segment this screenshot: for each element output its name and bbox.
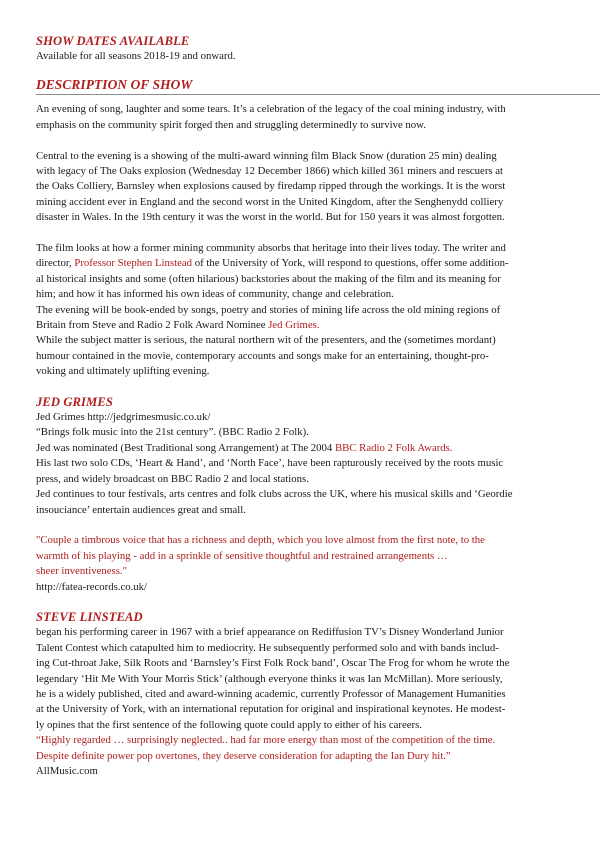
- text-line: ly opines that the first sentence of the following quote could apply to either of his careers.: [36, 718, 422, 731]
- quote-line: warmth of his playing - add in a sprinkle of sensitive thoughtful and restrained arrangements …: [36, 549, 448, 562]
- text-line: Talent Contest which catapulted him to mediocrity. He subsequently performed solo and with bands includ-: [36, 641, 499, 654]
- text-line: emphasis on the community spirit forged then and struggling determinedly to survive now.: [36, 118, 426, 131]
- text-line: Central to the evening is a showing of the multi-award winning film Black Snow (duration 25 min) dealing: [36, 149, 497, 162]
- text-line: director,: [36, 257, 75, 270]
- quote-line: Despite definite power pop overtones, they deserve consideration for adapting the Ian Dury hit.”: [36, 749, 451, 762]
- jed-grimes-quote: [36, 533, 570, 579]
- text-line: mining accident ever in England and the second worst in the United Kingdom, after the Senghenydd colliery: [36, 195, 504, 208]
- description-paragraph-1: [36, 102, 570, 133]
- quote-line: “Highly regarded … surprisingly neglected.. had far more energy than most of the competition of the time.: [36, 734, 496, 747]
- steve-linstead-heading: STEVE LINSTEAD: [36, 610, 143, 625]
- jed-quote-source: http://fatea-records.co.uk/: [36, 580, 148, 593]
- text-line: The evening will be book-ended by songs, poetry and stories of mining life across the old mining regions of: [36, 303, 501, 316]
- text-line: The film looks at how a former mining community absorbs that heritage into their lives today. The writer and: [36, 242, 506, 255]
- show-dates-text: Available for all seasons 2018-19 and onward.: [36, 50, 236, 62]
- text-line: While the subject matter is serious, the natural northern wit of the presenters, and the (sometimes mordant): [36, 334, 496, 347]
- text-line: press, and widely broadcast on BBC Radio 2 and local stations.: [36, 472, 309, 485]
- steve-linstead-quote: [36, 733, 570, 764]
- description-heading: DESCRIPTION OF SHOW: [36, 77, 193, 93]
- jed-grimes-bio: [36, 410, 570, 518]
- text-line: voking and ultimately uplifting evening.: [36, 365, 210, 378]
- text-line: him; and how it has informed his own ideas of community, change and celebration.: [36, 288, 394, 301]
- document-content: [36, 34, 570, 779]
- show-dates-heading: SHOW DATES AVAILABLE: [36, 34, 190, 48]
- jed-grimes-heading: JED GRIMES: [36, 395, 113, 410]
- bbc-folk-awards-link[interactable]: BBC Radio 2 Folk Awards.: [334, 441, 453, 454]
- text-line: began his performing career in 1967 with a brief appearance on Rediffusion TV’s Disney Wonderland Junior: [36, 626, 504, 639]
- text-line: His last two solo CDs, ‘Heart & Hand’, and ‘North Face’, have been rapturously received by the roots music: [36, 457, 504, 470]
- quote-line: sheer inventiveness.": [36, 565, 127, 578]
- text-line: humour contained in the movie, contemporary accounts and songs make for an entertaining, thought-pro-: [36, 349, 489, 362]
- description-paragraph-2: [36, 149, 570, 226]
- text-line: insouciance’ entertain audiences great and small.: [36, 503, 246, 516]
- professor-linstead-link[interactable]: Professor Stephen Linstead: [74, 257, 193, 270]
- text-line: Britain from Steve and Radio 2 Folk Award Nominee: [36, 319, 269, 332]
- steve-linstead-bio: [36, 625, 570, 733]
- text-line: Jed continues to tour festivals, arts centres and folk clubs across the UK, where his musical skills and ‘Geordie: [36, 488, 513, 501]
- jed-grimes-link[interactable]: Jed Grimes.: [268, 319, 320, 332]
- text-line: the Oaks Colliery, Barnsley when explosions caused by firedamp ripped through the workings. It is the worst: [36, 180, 506, 193]
- text-line: at the University of York, with an international reputation for original and inspirational keynotes. He modest-: [36, 703, 506, 716]
- text-line: disaster in Wales. In the 19th century it was the worst in the world. But for 150 years it was almost forgotten.: [36, 211, 505, 224]
- text-line: ing Cut-throat Jake, Silk Roots and ‘Barnsley’s First Folk Rock band’, Oscar The Frog for whom he wrote the: [36, 657, 510, 670]
- text-line: legendary ‘Hit Me With Your Morris Stick’ (although everyone thinks it was Ian McMillan). More seriously,: [36, 672, 503, 685]
- description-paragraph-3: [36, 241, 570, 380]
- text-line: of the University of York, will respond to questions, offer some addition-: [192, 257, 509, 270]
- text-line: Jed was nominated (Best Traditional song Arrangement) at The 2004: [36, 441, 335, 454]
- quote-line: "Couple a timbrous voice that has a richness and depth, which you love almost from the first note, to the: [36, 534, 485, 547]
- text-line: An evening of song, laughter and some tears. It’s a celebration of the legacy of the coal mining industry, with: [36, 103, 506, 116]
- steve-quote-source: AllMusic.com: [36, 764, 98, 777]
- text-line: “Brings folk music into the 21st century”. (BBC Radio 2 Folk).: [36, 426, 309, 439]
- text-line: with legacy of The Oaks explosion (Wednesday 12 December 1866) which killed 361 miners and rescuers at: [36, 165, 504, 178]
- text-line: al historical insights and some (often hilarious) backstories about the making of the film and its meaning for: [36, 272, 501, 285]
- text-line: Jed Grimes http://jedgrimesmusic.co.uk/: [36, 411, 211, 424]
- text-line: he is a widely published, cited and award-winning academic, currently Professor of Management Humanities: [36, 687, 506, 700]
